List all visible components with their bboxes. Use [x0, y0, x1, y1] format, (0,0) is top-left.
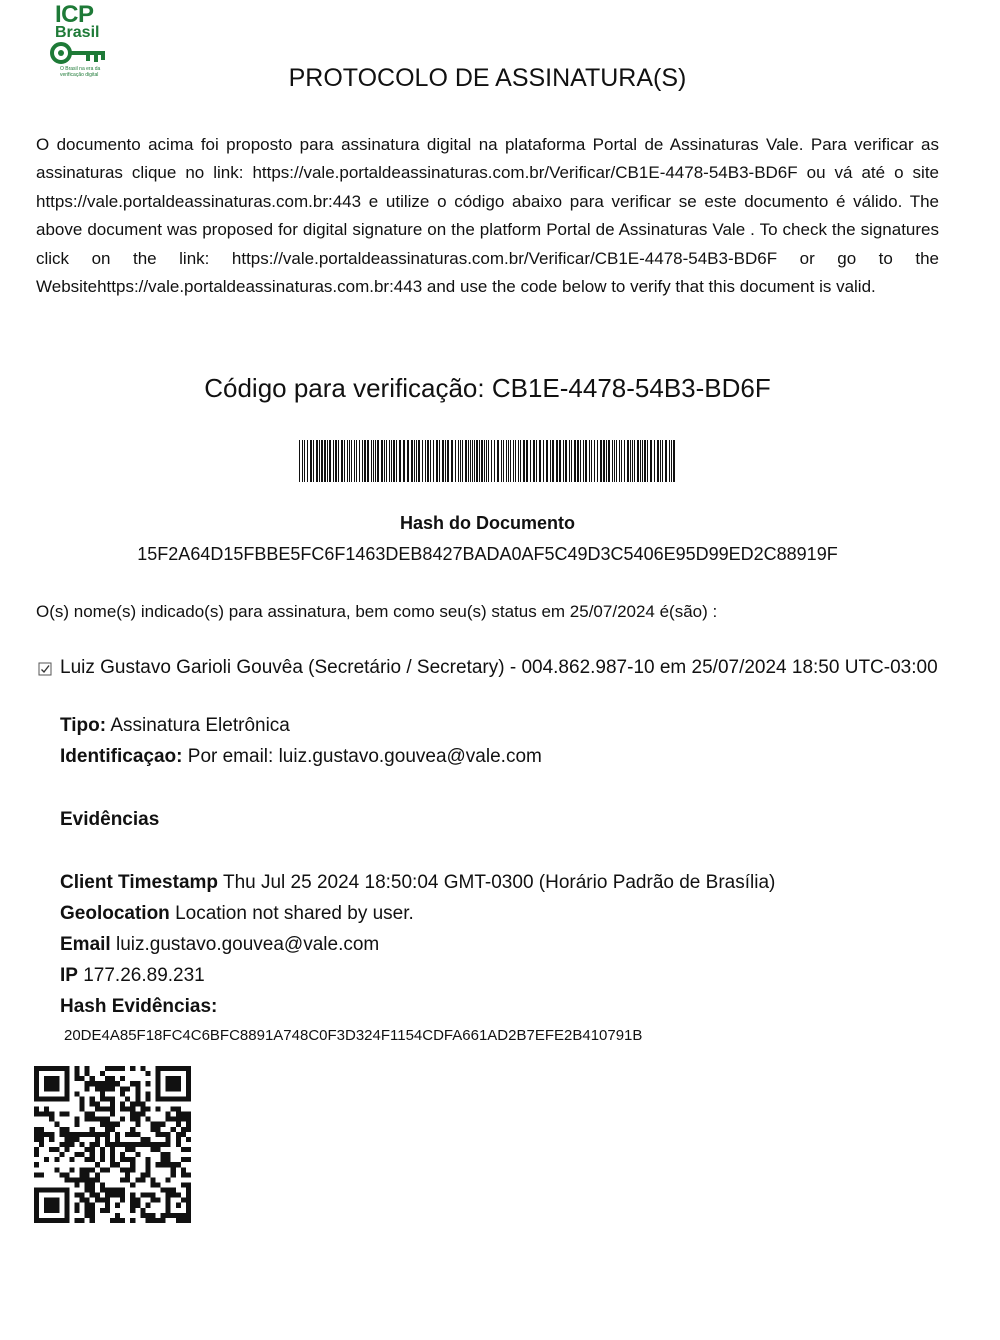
evidence-ip — [60, 965, 205, 987]
intro-paragraph: O documento acima foi proposto para assinatura digital na plataforma Portal de Assinaturas Vale. Para verificar as assinaturas clique no link: https://vale.portaldeassinaturas.com.br/Verificar/CB1E-4478-54B3-BD6F ou vá até o site https://vale.portaldeassinaturas.com.br:443 e utilize o código abaixo para verificar se este documento é válido. The above document was proposed for digital signature on the platform Portal de Assinaturas Vale . To check the signatures click on the link: https://vale.portaldeassinaturas.com.br/Verificar/CB1E-4478-54B3-BD6F or go to the Websitehttps://vale.portaldeassinaturas.com.br:443 and use the code below to verify that this document is valid. — [36, 135, 939, 297]
timestamp-value: Thu Jul 25 2024 18:50:04 GMT-0300 (Horário Padrão de Brasília) — [222, 872, 776, 893]
ip-label: IP — [60, 965, 78, 986]
hash-value: 15F2A64D15FBBE5FC6F1463DEB8427BADA0AF5C49D3C5406E95D99ED2C88919F — [137, 544, 838, 564]
ip-value: 177.26.89.231 — [83, 965, 205, 986]
hash-title: Hash do Documento — [399, 513, 575, 533]
logo-tagline: O Brasil na era da verificação digital — [60, 66, 101, 78]
email-value: luiz.gustavo.gouvea@vale.com — [115, 934, 380, 955]
barcode-icon — [299, 440, 675, 482]
checked-checkbox-icon — [38, 662, 52, 676]
key-icon — [50, 40, 112, 66]
evidence-email — [60, 934, 379, 956]
geolocation-value: Location not shared by user. — [175, 903, 414, 924]
qr-code-icon — [34, 1066, 191, 1223]
evidence-heading — [60, 809, 159, 831]
identification-label: Identificaçao: — [60, 746, 183, 767]
verification-code: CB1E-4478-54B3-BD6F — [491, 373, 771, 403]
evidence-hash-label: Hash Evidências: — [60, 996, 218, 1017]
geolocation-label: Geolocation — [60, 903, 170, 924]
evidence-hash-heading — [60, 996, 217, 1018]
client-timestamp — [60, 872, 775, 894]
signer-identification — [60, 746, 542, 768]
type-value: Assinatura Eletrônica — [110, 715, 290, 736]
logo-line1: ICP — [55, 1, 94, 28]
signer-type — [60, 715, 290, 737]
timestamp-label: Client Timestamp — [60, 872, 219, 893]
verification-label: Código para verificação: — [204, 373, 485, 403]
evidence-hash-value: 20DE4A85F18FC4C6BFC8891A748C0F3D324F1154CDFA661AD2B7EFE2B410791B — [64, 1027, 643, 1044]
identification-value: Por email: luiz.gustavo.gouvea@vale.com — [187, 746, 542, 767]
verification-code-line — [0, 373, 975, 404]
logo-line2: Brasil — [55, 24, 100, 41]
evidence-heading-text: Evidências — [60, 809, 160, 830]
signer-line: Luiz Gustavo Garioli Gouvêa (Secretário / Secretary) - 004.862.987-10 em 25/07/2024 18:50 UTC-03:00 — [60, 657, 938, 678]
page-title: PROTOCOLO DE ASSINATURA(S) — [288, 64, 687, 92]
status-line: O(s) nome(s) indicado(s) para assinatura, bem como seu(s) status em 25/07/2024 é(são) : — [36, 602, 718, 621]
type-label: Tipo: — [60, 715, 107, 736]
email-label: Email — [60, 934, 111, 955]
geolocation — [60, 903, 414, 925]
